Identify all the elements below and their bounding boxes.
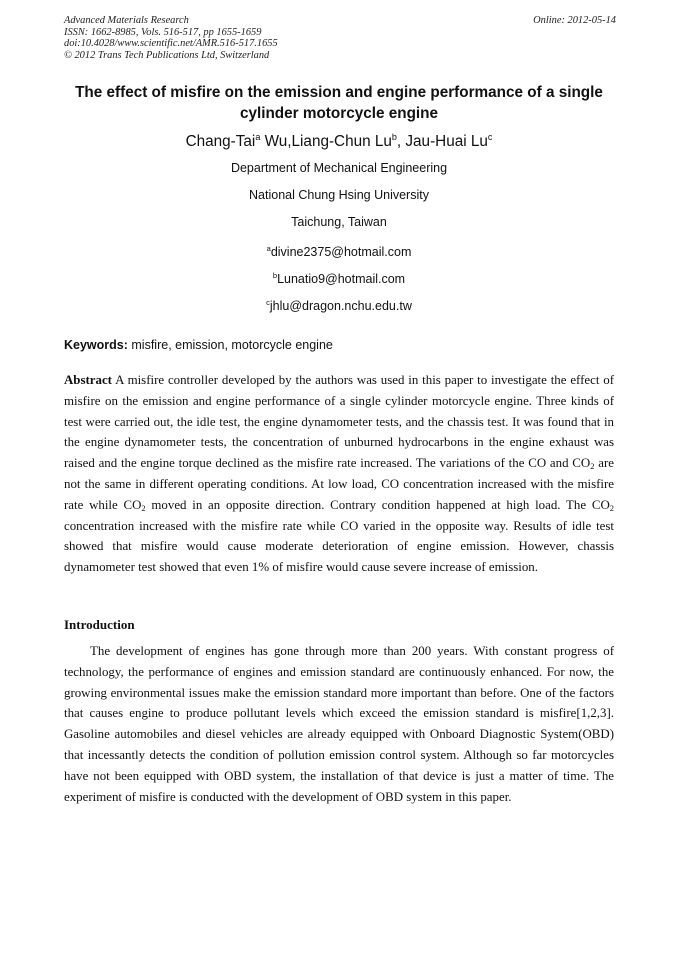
abstract — [64, 370, 614, 578]
introduction-paragraph: The development of engines has gone through more than 200 years. With constant progress of technology, the performance of engines and emission standard are continuously enhanced. For now, the growing environmental issues make the emission standard more important than before. One of the factors that causes engine to produce pollutant levels which exceed the emission standard is misfire[1,2,3]. Gasoline automobiles and diesel vehicles are already equipped with Onboard Diagnostic System(OBD) that incessantly detects the condition of pollution emission control system. Although so far motorcycles have not been equipped with OBD system, the installation of that device is just a matter of time. The experiment of misfire is conducted with the development of OBD system in this paper. — [64, 644, 614, 804]
issn-line: ISSN: 1662-8985, Vols. 516-517, pp 1655-1659 — [64, 26, 262, 38]
introduction-heading: Introduction — [64, 617, 135, 632]
online-date: Online: 2012-05-14 — [533, 15, 616, 26]
affiliation-city: Taichung, Taiwan — [291, 215, 387, 229]
paper-title: The effect of misfire on the emission and engine performance of a single cylinder motorcycle engine — [75, 84, 603, 122]
abstract-text: are not the same in different operating conditions. At low load, CO concentration increased with the misfire rate while CO — [64, 456, 614, 512]
author-separator: , — [396, 133, 406, 150]
email-marker: a — [266, 244, 271, 253]
journal-name: Advanced Materials Research — [64, 15, 189, 26]
copyright-line: © 2012 Trans Tech Publications Ltd, Switzerland — [64, 49, 270, 61]
author-email[interactable] — [56, 268, 622, 287]
subscript: 2 — [609, 502, 615, 513]
abstract-text: moved in an opposite direction. Contrary condition happened at high load. The CO — [145, 497, 610, 512]
email-marker: c — [266, 298, 270, 307]
journal-header — [64, 15, 616, 61]
author-list — [56, 127, 622, 152]
email-marker: b — [272, 271, 278, 280]
email-address: jhlu@dragon.nchu.edu.tw — [269, 299, 412, 313]
keywords-text: misfire, emission, motorcycle engine — [131, 338, 333, 352]
abstract-text: concentration increased with the misfire rate while CO varied in the opposite way. Results of idle test showed that misfire would cause moderate deterioration of engine emission. However, chassis dynamometer test showed that even 1% of misfire would cause severe increase of emission. — [64, 518, 614, 575]
author-name: Chang-Tai — [185, 133, 256, 150]
keywords — [64, 337, 616, 353]
author-email[interactable] — [56, 241, 622, 260]
author-name: Liang-Chun Lu — [291, 133, 392, 150]
email-address: Lunatio9@hotmail.com — [277, 272, 406, 286]
author-marker: c — [487, 132, 493, 142]
author-marker: a — [255, 132, 261, 142]
subscript: 2 — [590, 461, 595, 472]
subscript: 2 — [141, 502, 146, 513]
affiliation-university: National Chung Hsing University — [249, 188, 429, 202]
keywords-label: Keywords: — [64, 338, 128, 352]
author-email[interactable] — [56, 295, 622, 314]
email-address: divine2375@hotmail.com — [270, 245, 412, 259]
abstract-text: A misfire controller developed by the authors was used in this paper to investigate the effect of misfire on the emission and engine performance of a single cylinder motorcycle engine. Three kinds of test were carried out, the idle test, the engine dynamometer tests, and the chassis test. It was found that in the engine dynamometer tests, the concentration of unburned hydrocarbons in the engine exhaust was raised and the engine torque declined as the misfire rate increased. The variations of the CO and CO — [64, 373, 615, 471]
affiliation-department: Department of Mechanical Engineering — [230, 161, 448, 175]
author-separator: Wu, — [260, 133, 292, 150]
author-marker: b — [391, 132, 397, 142]
abstract-label: Abstract — [64, 373, 112, 387]
author-name: Jau-Huai Lu — [405, 133, 488, 150]
doi-line: doi:10.4028/www.scientific.net/AMR.516-517.1655 — [64, 38, 278, 49]
